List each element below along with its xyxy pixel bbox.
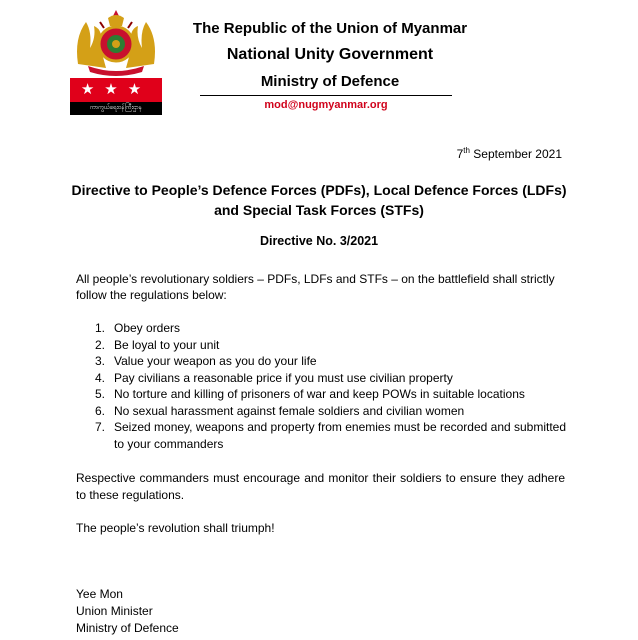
list-text: Pay civilians a reasonable price if you must use civilian property [114, 370, 453, 385]
date-suffix: th [463, 146, 470, 155]
header-divider [200, 95, 452, 96]
signatory-title: Union Minister [76, 604, 153, 618]
signature-block [76, 586, 179, 637]
date-day: 7 [456, 147, 464, 161]
star-icons: ★★★ [80, 81, 152, 98]
list-text: No sexual harassment against female soldiers and civilian women [114, 403, 465, 418]
list-item [78, 403, 568, 420]
list-item [78, 353, 568, 370]
list-item [78, 370, 568, 387]
list-number: 4. [95, 370, 106, 385]
state-emblem-icon [70, 8, 162, 78]
list-number: 1. [95, 321, 106, 335]
list-item [78, 320, 568, 337]
list-text: No torture and killing of prisoners of war and keep POWs in suitable locations [114, 387, 525, 401]
logo-caption: ကာကွယ်ရေးဝန်ကြီးဌာန [70, 102, 162, 115]
header-republic: The Republic of the Union of Myanmar [192, 20, 468, 37]
directive-number: Directive No. 3/2021 [259, 234, 379, 248]
closing-statement: The people’s revolution shall triumph! [76, 521, 275, 535]
commanders-paragraph: Respective commanders must encourage and monitor their soldiers to ensure they adhere to these regulations. [76, 471, 565, 502]
header-email-link[interactable]: mod@nugmyanmar.org [264, 99, 388, 111]
intro-paragraph: All people’s revolutionary soldiers – PDFs, LDFs and STFs – on the battlefield shall strictly follow the regulations below: [76, 272, 555, 302]
list-item [78, 386, 568, 403]
document-title: Directive to People’s Defence Forces (PDFs), Local Defence Forces (LDFs) and Special Task Forces (STFs) [71, 182, 567, 218]
list-text: Value your weapon as you do your life [114, 354, 317, 368]
list-number: 3. [95, 354, 106, 368]
list-number: 5. [95, 387, 106, 401]
list-number: 2. [95, 337, 106, 352]
header-ministry: Ministry of Defence [260, 73, 400, 90]
header-government: National Unity Government [226, 46, 434, 63]
list-number: 7. [95, 420, 106, 434]
list-text: Be loyal to your unit [114, 337, 220, 352]
document-date [457, 147, 562, 161]
red-star-banner [70, 78, 162, 102]
list-text: Obey orders [114, 321, 181, 335]
list-item [78, 419, 568, 452]
date-rest: September 2021 [469, 147, 562, 161]
ministry-logo [70, 8, 162, 116]
list-number: 6. [95, 403, 106, 418]
list-text: Seized money, weapons and property from enemies must be recorded and submitted to your commanders [114, 420, 567, 451]
regulations-list [78, 320, 568, 452]
signatory-office: Ministry of Defence [76, 621, 179, 635]
signatory-name: Yee Mon [76, 587, 123, 601]
list-item [78, 337, 568, 354]
